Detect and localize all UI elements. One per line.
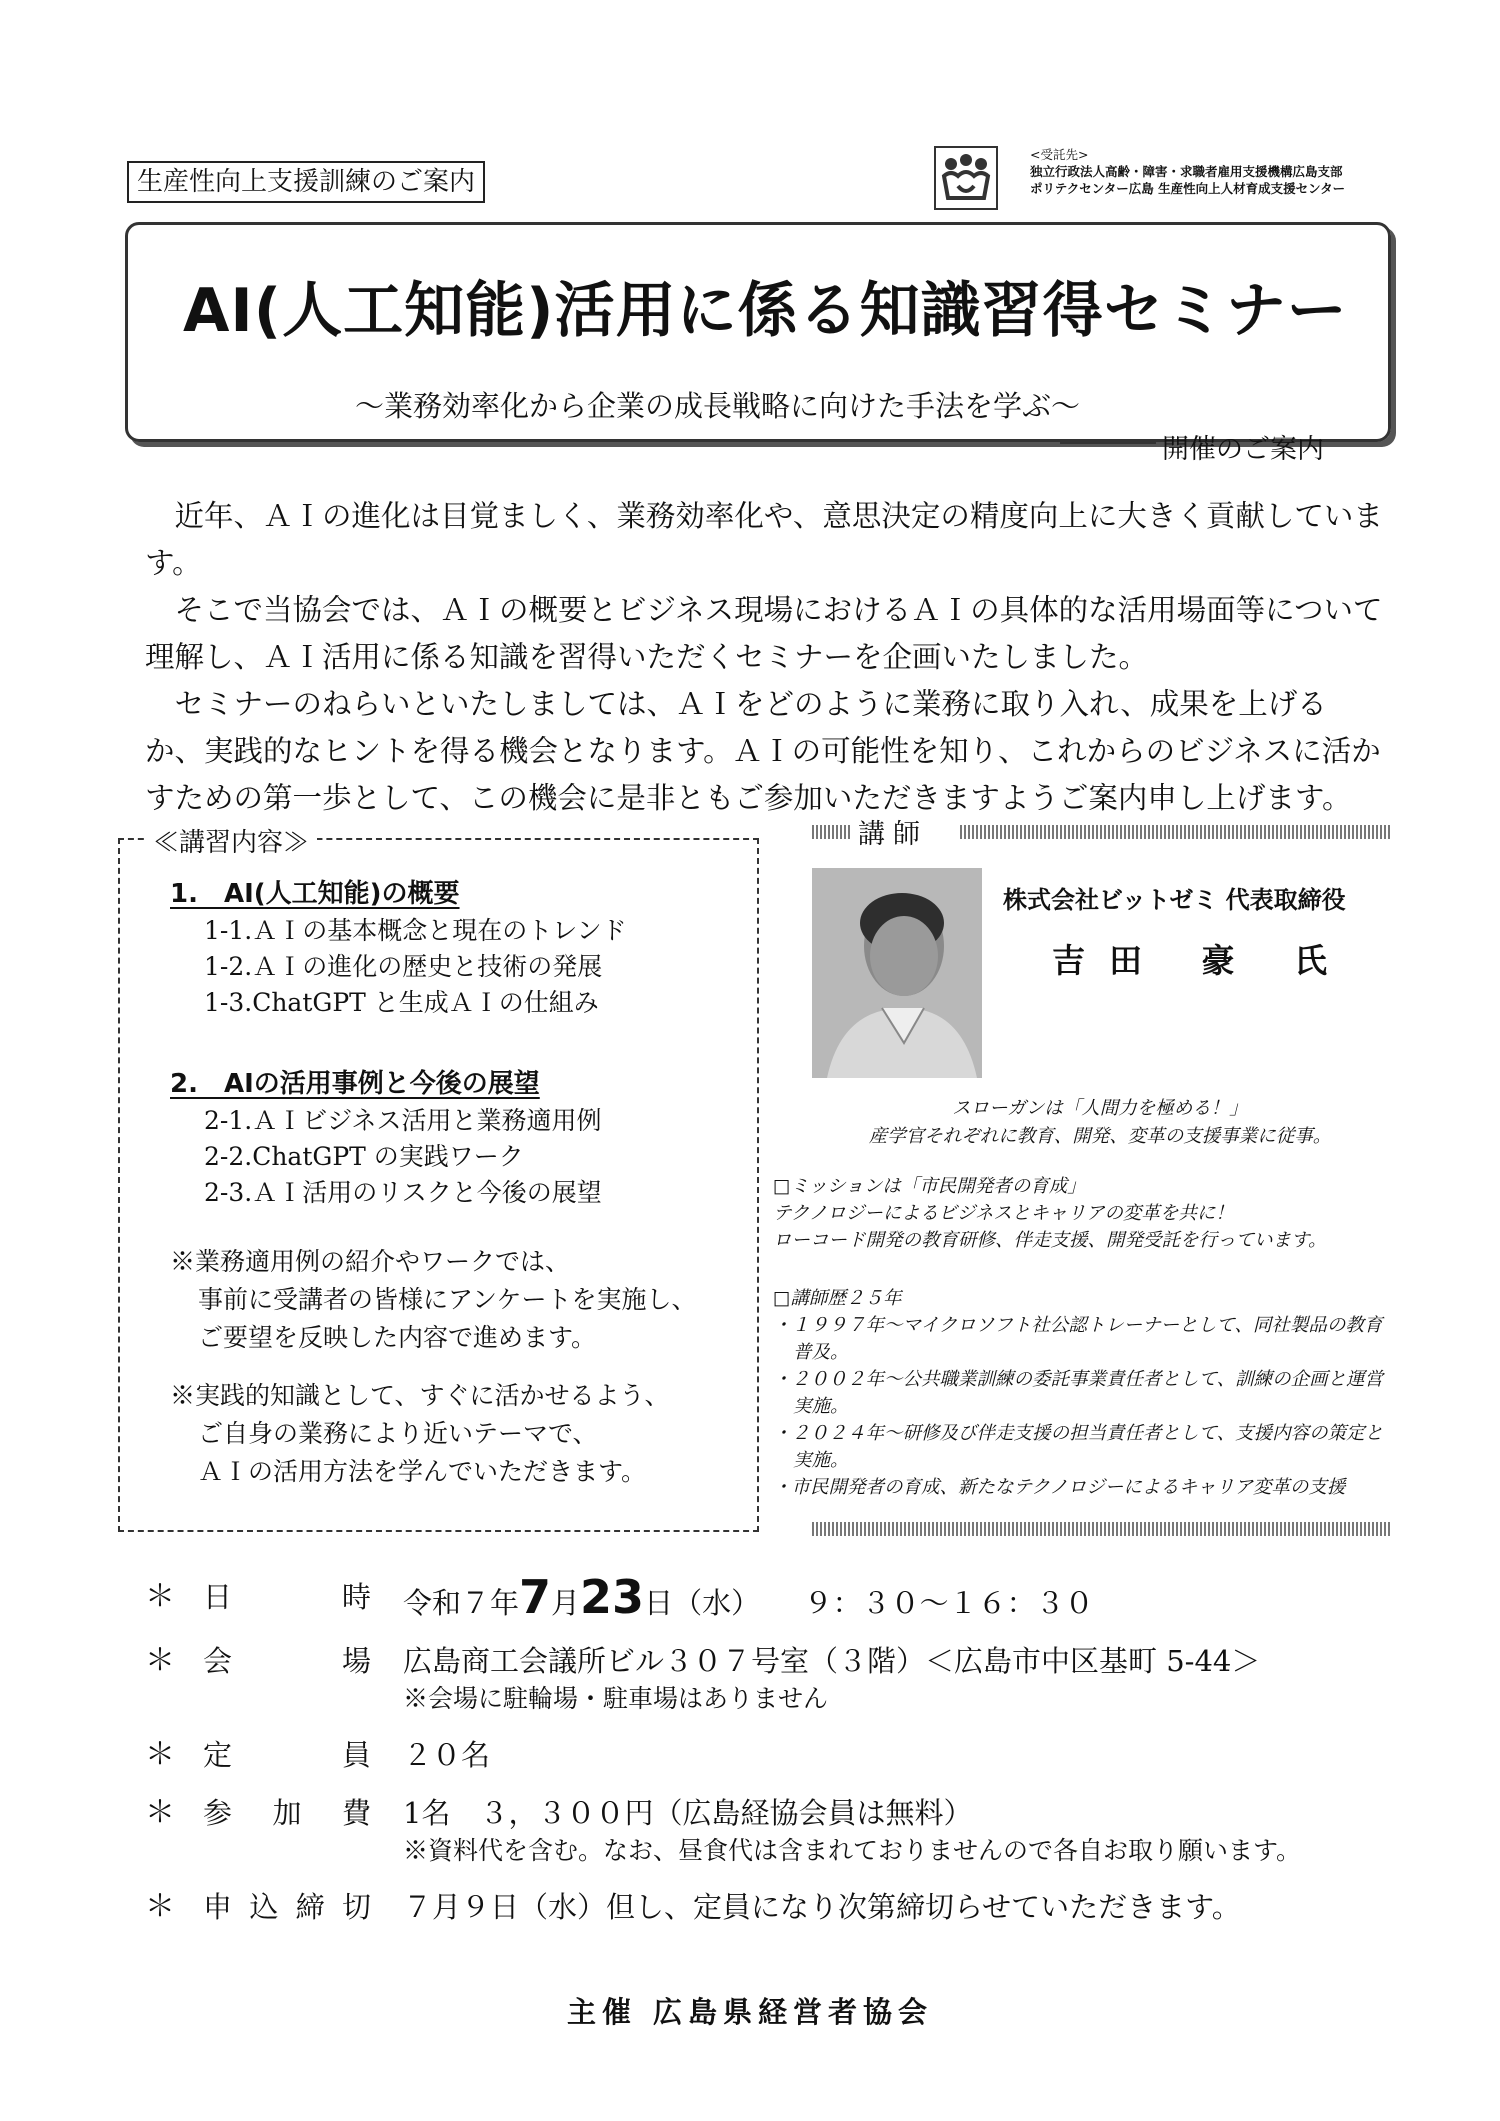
person-portrait-icon: [812, 868, 982, 1078]
section-item: 1-1.ＡＩの基本概念と現在のトレンド: [204, 916, 627, 945]
org-label: <受託先>: [1030, 147, 1089, 162]
host-organization: 主催 広島県経営者協会: [566, 1995, 934, 2029]
notice-tag: 生産性向上支援訓練のご案内: [127, 161, 485, 203]
note-line: 事前に受講者の皆様にアンケートを実施し、: [198, 1285, 697, 1314]
fee-row: [145, 1793, 1395, 1833]
note-line: ご要望を反映した内容で進めます。: [198, 1323, 597, 1352]
fee-note: ※資料代を含む。なお、昼食代は含まれておりませんので各自お取り願います。: [403, 1836, 1302, 1865]
date-value: 令和７年7月23日（水） ９：３０～１６：３０: [403, 1570, 1094, 1624]
asterisk-icon: ＊: [145, 1889, 175, 1924]
org-logo: [934, 146, 998, 210]
dotted-divider: [812, 1522, 1390, 1536]
career-item: ・市民開発者の育成、新たなテクノロジーによるキャリア変革の支援: [773, 1477, 1346, 1498]
page-title: AI(人工知能)活用に係る知識習得セミナー: [183, 276, 1348, 346]
deadline-value: ７月９日（水）但し、定員になり次第締切らせていただきます。: [403, 1890, 1241, 1924]
lecturer-company: 株式会社ビットゼミ 代表取締役: [1003, 886, 1346, 914]
lecturer-slogan: [830, 1095, 1370, 1151]
note-line: ご自身の業務により近いテーマで、: [198, 1419, 598, 1448]
dotted-divider: [812, 825, 852, 839]
lecturer-name: 吉田 豪 氏: [1052, 941, 1351, 980]
venue-value: 広島商工会議所ビル３０７号室（３階）＜広島市中区基町 5-44＞: [403, 1644, 1261, 1678]
intro-paragraph: そこで当協会では、ＡＩの概要とビジネス現場におけるＡＩの具体的な活用場面等について理解し、ＡＩ活用に係る知識を習得いただくセミナーを企画いたしました。: [145, 593, 1383, 674]
mission-line: □ミッションは「市民開発者の育成」: [773, 1176, 1086, 1197]
section-item: 2-3.ＡＩ活用のリスクと今後の展望: [204, 1178, 602, 1207]
dotted-divider: [960, 825, 1390, 839]
capacity-label: 定 員: [203, 1738, 371, 1772]
career-title: □講師歴２５年: [773, 1288, 902, 1309]
deadline-row: [145, 1887, 1395, 1927]
org-center: ポリテクセンター広島 生産性向上人材育成支援センター: [1030, 181, 1346, 196]
section-title: 1. AI(人工知能)の概要: [170, 879, 460, 909]
capacity-value: ２０名: [403, 1738, 491, 1772]
section-item: 2-2.ChatGPT の実践ワーク: [204, 1142, 524, 1171]
slogan-line: 産学官それぞれに教育、開発、変革の支援事業に従事。: [868, 1126, 1332, 1147]
lecturer-mission: [773, 1173, 1393, 1254]
venue-row: [145, 1641, 1395, 1681]
intro-paragraph: セミナーのねらいといたしましては、ＡＩをどのように業務に取り入れ、成果を上げるか、実践的なヒントを得る機会となります。ＡＩの可能性を知り、これからのビジネスに活かすための第一歩として、この機会に是非ともご参加いただきますようご案内申し上げます。: [145, 687, 1381, 815]
note-line: ※業務適用例の紹介やワークでは、: [170, 1247, 571, 1276]
note-line: ＡＩの活用方法を学んでいただきます。: [198, 1457, 647, 1486]
note-line: ※実践的知識として、すぐに活かせるよう、: [170, 1381, 670, 1410]
venue-note: ※会場に駐輪場・駐車場はありません: [403, 1684, 829, 1713]
lecturer-career: [773, 1285, 1393, 1501]
asterisk-icon: ＊: [145, 1737, 175, 1772]
section-item: 1-2.ＡＩの進化の歴史と技術の発展: [204, 952, 603, 981]
intro-paragraph: 近年、ＡＩの進化は目覚ましく、業務効率化や、意思決定の精度向上に大きく貢献しています。: [145, 499, 1383, 580]
lecturer-photo: [812, 868, 982, 1078]
divider: [1060, 440, 1156, 444]
slogan-line: スローガンは「人間力を極める！」: [952, 1098, 1248, 1119]
asterisk-icon: ＊: [145, 1643, 175, 1678]
venue-label: 会 場: [203, 1644, 371, 1678]
mission-line: ローコード開発の教育研修、伴走支援、開発受託を行っています。: [773, 1230, 1327, 1251]
deadline-label: 申 込 締 切: [203, 1890, 371, 1924]
career-item: ・１９９７年～マイクロソフト社公認トレーナーとして、同社製品の教育普及。: [773, 1315, 1383, 1363]
page-subtitle: ～業務効率化から企業の成長戦略に向けた手法を学ぶ～: [355, 389, 1081, 423]
lecturer-header: 講師: [858, 819, 928, 850]
intro-text: [145, 493, 1385, 822]
date-row: [145, 1570, 1395, 1624]
date-label: 日 時: [203, 1580, 371, 1614]
section-item: 1-3.ChatGPT と生成ＡＩの仕組み: [204, 988, 599, 1017]
capacity-row: [145, 1735, 1395, 1775]
career-item: ・２００２年～公共職業訓練の委託事業責任者として、訓練の企画と運営実施。: [773, 1369, 1384, 1417]
career-item: ・２０２４年～研修及び伴走支援の担当責任者として、支援内容の策定と実施。: [773, 1423, 1384, 1471]
section-title: 2. AIの活用事例と今後の展望: [170, 1069, 540, 1099]
organization-info: [1030, 146, 1345, 197]
section-item: 2-1.ＡＩビジネス活用と業務適用例: [204, 1106, 602, 1135]
org-name: 独立行政法人高齢・障害・求職者雇用支援機構広島支部: [1030, 164, 1343, 179]
guide-label: 開催のご案内: [1162, 434, 1324, 465]
fee-label: 参 加 費: [203, 1796, 371, 1830]
crown-logo-icon: [936, 148, 996, 208]
event-details: [145, 1570, 1395, 1927]
fee-value: 1名 ３，３００円（広島経協会員は無料）: [403, 1796, 973, 1830]
course-contents-list: [170, 875, 760, 1491]
asterisk-icon: ＊: [145, 1579, 175, 1614]
mission-line: テクノロジーによるビジネスとキャリアの変革を共に！: [773, 1203, 1234, 1224]
asterisk-icon: ＊: [145, 1795, 175, 1830]
course-contents-header: ≪講習内容≫: [145, 822, 317, 859]
